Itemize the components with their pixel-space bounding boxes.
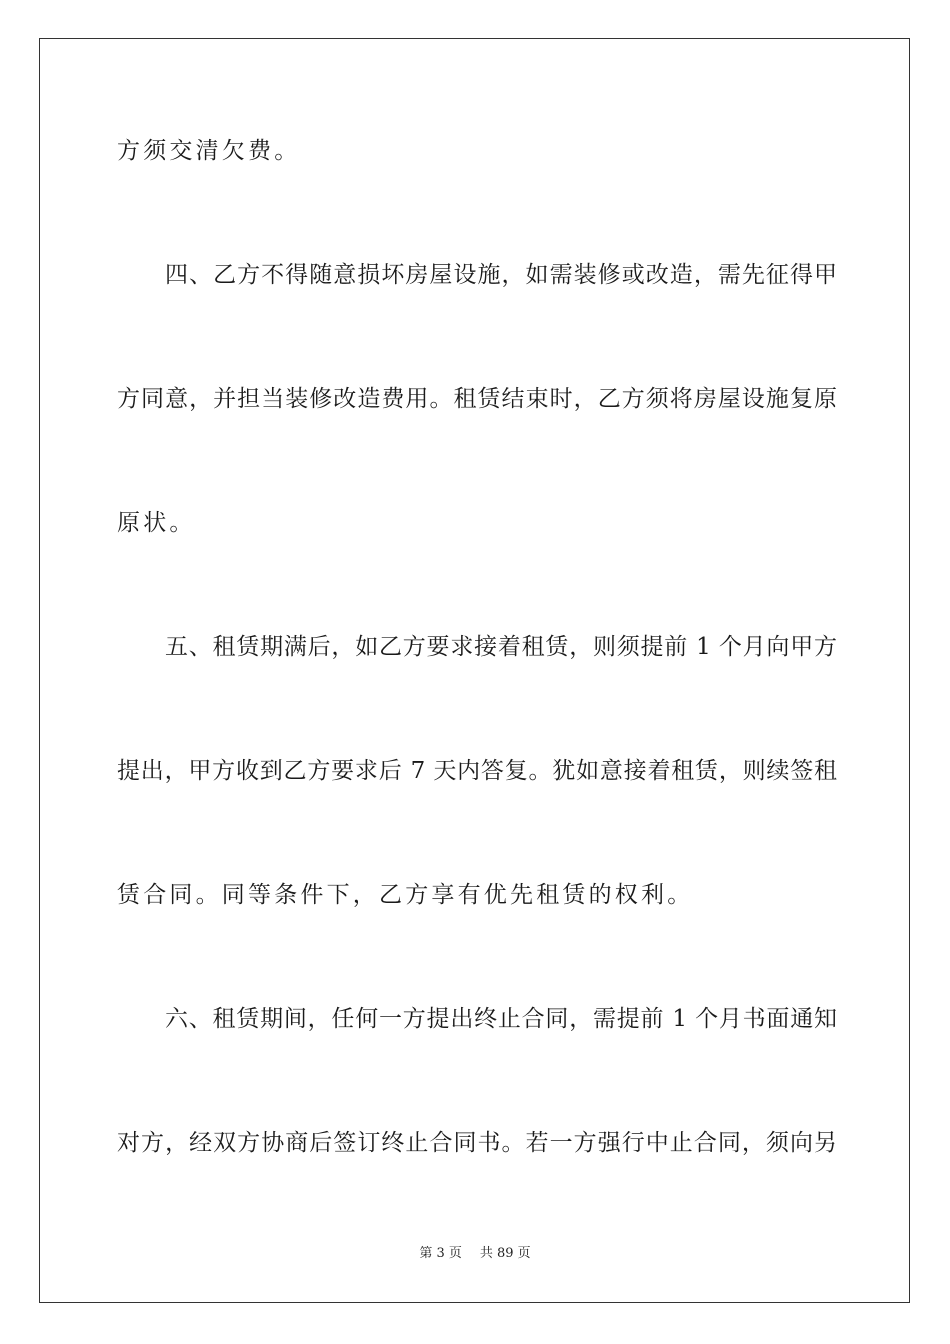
text-line: 对方，经双方协商后签订终止合同书。若一方强行中止合同，须向另: [117, 1130, 837, 1156]
page-number: 第 3 页: [419, 1246, 462, 1261]
page-footer: [0, 1246, 950, 1262]
text-line: 方同意，并担当装修改造费用。租赁结束时，乙方须将房屋设施复原: [117, 386, 837, 412]
page-total: 共 89 页: [479, 1246, 531, 1261]
text-line: 原状。: [117, 510, 196, 536]
text-line: 提出，甲方收到乙方要求后 7 天内答复。犹如意接着租赁，则续签租: [117, 758, 837, 784]
text-line: 方须交清欠费。: [117, 138, 301, 164]
page-frame: [39, 38, 910, 1303]
text-line: 五、租赁期满后，如乙方要求接着租赁，则须提前 1 个月向甲方: [165, 634, 837, 660]
text-line: 赁合同。同等条件下，乙方享有优先租赁的权利。: [117, 882, 694, 908]
text-line: 四、乙方不得随意损坏房屋设施，如需装修或改造，需先征得甲: [165, 262, 837, 288]
text-line: 六、租赁期间，任何一方提出终止合同，需提前 1 个月书面通知: [165, 1006, 837, 1032]
